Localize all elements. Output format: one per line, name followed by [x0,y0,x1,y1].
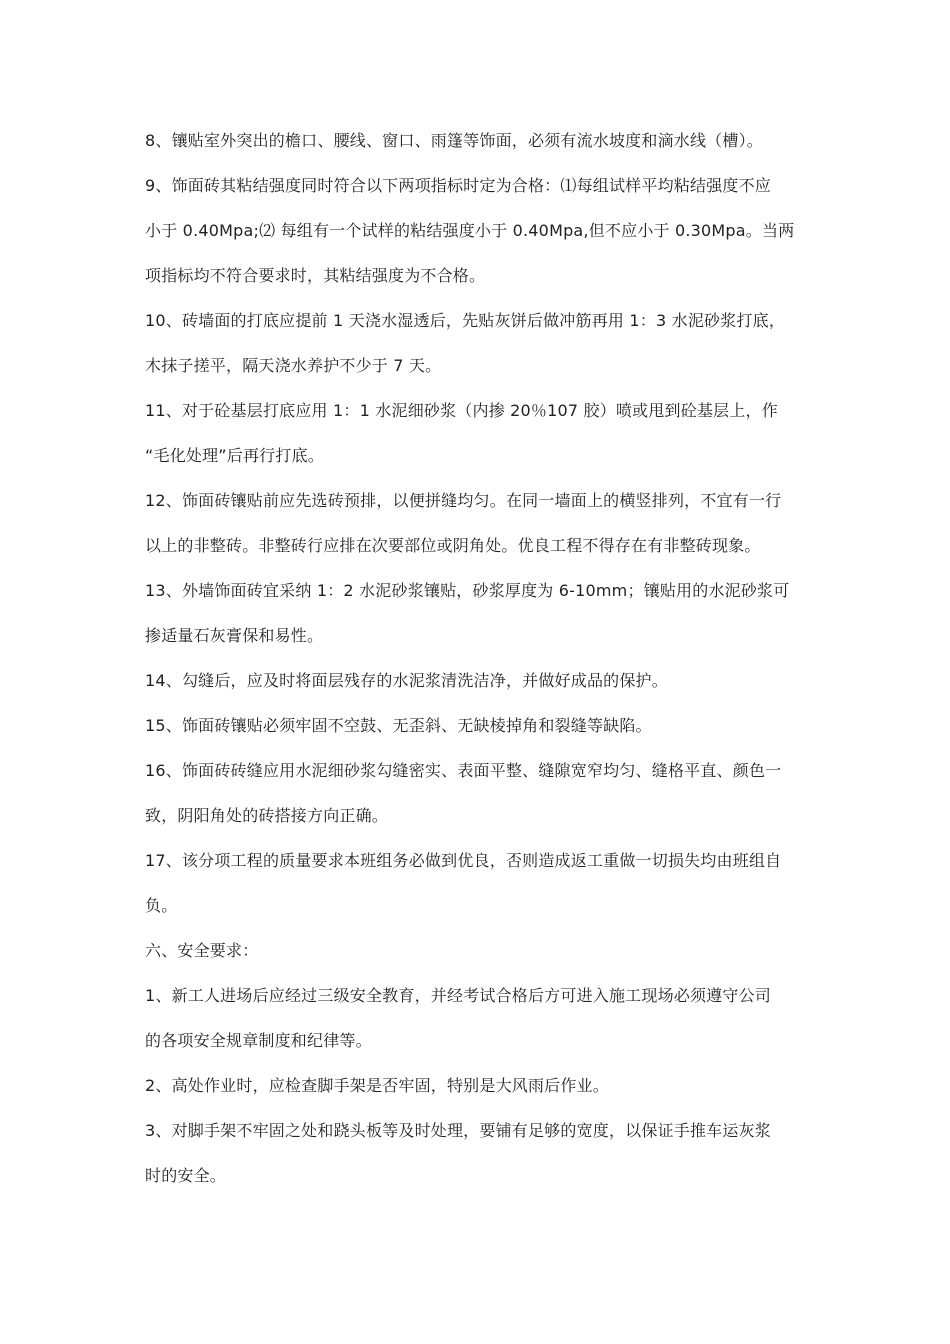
text-line: 14、勾缝后，应及时将面层残存的水泥浆清洗洁净，并做好成品的保护。 [145,671,668,690]
section-heading-safety [145,928,813,973]
paragraph-item-8 [145,118,813,163]
paragraph-item-9 [145,163,813,298]
text-line: 项指标均不符合要求时，其粘结强度为不合格。 [145,266,486,285]
text-line: 以上的非整砖。非整砖行应排在次要部位或阴角处。优良工程不得存在有非整砖现象。 [145,536,761,555]
text-line: “毛化处理”后再行打底。 [145,446,324,465]
text-line: 小于 0.40Mpa;⑵ 每组有一个试样的粘结强度小于 0.40Mpa,但不应小于 0.30Mpa。当两 [145,221,795,240]
text-line: 时的安全。 [145,1166,227,1185]
text-line: 致，阴阳角处的砖搭接方向正确。 [145,806,389,825]
text-line: 15、饰面砖镶贴必须牢固不空鼓、无歪斜、无缺棱掉角和裂缝等缺陷。 [145,716,652,735]
paragraph-item-17 [145,838,813,928]
text-line: 8、镶贴室外突出的檐口、腰线、窗口、雨篷等饰面，必须有流水坡度和滴水线（槽）。 [145,131,763,150]
text-line: 17、该分项工程的质量要求本班组务必做到优良，否则造成返工重做一切损失均由班组自 [145,851,782,870]
text-line: 3、对脚手架不牢固之处和跷头板等及时处理，要铺有足够的宽度，以保证手推车运灰浆 [145,1121,771,1140]
text-line: 的各项安全规章制度和纪律等。 [145,1031,372,1050]
paragraph-item-16 [145,748,813,838]
text-line: 负。 [145,896,178,915]
text-line: 10、砖墙面的打底应提前 1 天浇水湿透后，先贴灰饼后做冲筋再用 1：3 水泥砂浆打底， [145,311,786,330]
paragraph-item-14 [145,658,813,703]
text-line: 1、新工人进场后应经过三级安全教育，并经考试合格后方可进入施工现场必须遵守公司 [145,986,771,1005]
text-line: 11、对于砼基层打底应用 1：1 水泥细砂浆（内掺 20％107 胶）喷或甩到砼基层上，作 [145,401,778,420]
document-body [145,118,813,1198]
safety-item-2 [145,1063,813,1108]
paragraph-item-15 [145,703,813,748]
text-line: 9、饰面砖其粘结强度同时符合以下两项指标时定为合格：⑴每组试样平均粘结强度不应 [145,176,771,195]
text-line: 12、饰面砖镶贴前应先选砖预排，以便拼缝均匀。在同一墙面上的横竖排列，不宜有一行 [145,491,782,510]
safety-item-1 [145,973,813,1063]
text-line: 13、外墙饰面砖宜采纳 1：2 水泥砂浆镶贴，砂浆厚度为 6-10mm；镶贴用的水泥砂浆可 [145,581,790,600]
paragraph-item-11 [145,388,813,478]
paragraph-item-12 [145,478,813,568]
text-line: 掺适量石灰膏保和易性。 [145,626,324,645]
text-line: 2、高处作业时，应检查脚手架是否牢固，特别是大风雨后作业。 [145,1076,609,1095]
text-line: 16、饰面砖砖缝应用水泥细砂浆勾缝密实、表面平整、缝隙宽窄均匀、缝格平直、颜色一 [145,761,782,780]
paragraph-item-10 [145,298,813,388]
section-heading-text: 六、安全要求： [145,941,259,960]
text-line: 木抹子搓平，隔天浇水养护不少于 7 天。 [145,356,442,375]
safety-item-3 [145,1108,813,1198]
paragraph-item-13 [145,568,813,658]
